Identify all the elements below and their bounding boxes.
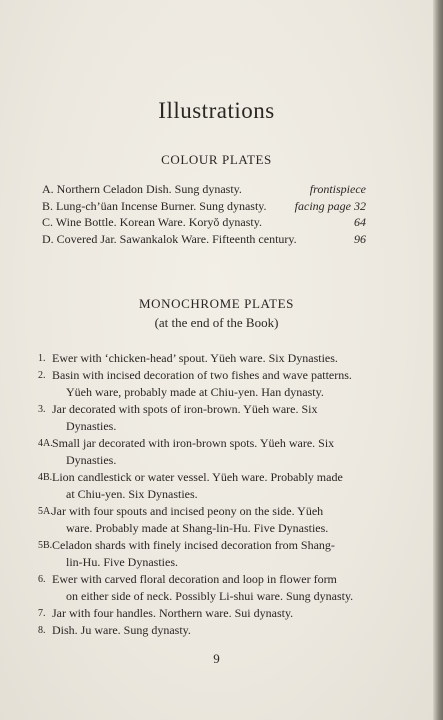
colour-plate-entry: [42, 231, 366, 248]
plate-caption: Lion candlestick or water vessel. Yüeh ware. Probably made: [52, 470, 343, 484]
colour-plate-entry: [42, 214, 366, 231]
plate-number: 6.: [38, 574, 46, 585]
plate-caption: Ewer with carved floral decoration and loop in flower form: [52, 572, 337, 586]
plate-number: 5B.: [38, 540, 53, 551]
plate-caption: Ewer with ‘chicken-head’ spout. Yüeh ware. Six Dynasties.: [52, 351, 338, 365]
page-title: Illustrations: [158, 98, 275, 123]
plate-number: 3.: [38, 404, 46, 415]
monochrome-plate-entry: [38, 622, 368, 639]
plate-caption: Jar with four handles. Northern ware. Sui dynasty.: [52, 606, 294, 620]
colour-plate-title: C. Wine Bottle. Korean Ware. Koryŏ dynasty.: [42, 215, 262, 229]
plate-caption: Basin with incised decoration of two fishes and wave patterns.: [52, 368, 352, 382]
monochrome-plate-entry: [38, 571, 368, 605]
colour-plate-page: 96: [354, 231, 366, 246]
monochrome-plates-subheading: (at the end of the Book): [154, 315, 279, 330]
plate-caption-continued: Dynasties.: [66, 453, 117, 467]
plate-caption-continued: ware. Probably made at Shang-lin-Hu. Five Dynasties.: [66, 521, 329, 535]
book-fore-edge: [433, 0, 443, 720]
monochrome-plate-entry: [38, 367, 368, 401]
plate-number: 4B.: [38, 472, 53, 483]
monochrome-plate-entry: [38, 350, 368, 367]
colour-plate-page: facing page 32: [294, 198, 366, 213]
colour-plate-page: 64: [354, 215, 366, 229]
page-number: 9: [213, 651, 220, 666]
plate-caption: Jar decorated with spots of iron-brown. Yüeh ware. Six: [52, 402, 318, 416]
plate-number: 1.: [38, 353, 46, 364]
colour-plate-title: D. Covered Jar. Sawankalok Ware. Fifteenth century.: [42, 231, 297, 246]
monochrome-plates-list: [38, 350, 368, 639]
plate-caption: Small jar decorated with iron-brown spots. Yüeh ware. Six: [52, 436, 335, 450]
plate-number: 7.: [38, 608, 46, 619]
plate-number: 4A.: [38, 438, 53, 449]
colour-plate-entry: [42, 198, 366, 215]
monochrome-plate-entry: [38, 401, 368, 435]
plate-caption-continued: on either side of neck. Possibly Li-shui ware. Sung dynasty.: [66, 589, 354, 603]
colour-plate-title: B. Lung-ch’üan Incense Burner. Sung dynasty.: [42, 198, 267, 213]
monochrome-plate-entry: [38, 537, 368, 571]
monochrome-plate-entry: [38, 605, 368, 622]
plate-caption: Jar with four spouts and incised peony on the side. Yüeh: [52, 504, 324, 518]
colour-plate-title: A. Northern Celadon Dish. Sung dynasty.: [42, 182, 242, 196]
colour-plate-entry: [42, 181, 366, 198]
plate-number: 5A.: [38, 506, 53, 517]
monochrome-plate-entry: [38, 435, 368, 469]
monochrome-plate-entry: [38, 469, 368, 503]
plate-caption: Celadon shards with finely incised decoration from Shang-: [52, 538, 335, 552]
colour-plates-list: [42, 181, 366, 247]
plate-number: 2.: [38, 370, 46, 381]
monochrome-plate-entry: [38, 503, 368, 537]
plate-number: 8.: [38, 625, 46, 636]
plate-caption-continued: lin-Hu. Five Dynasties.: [66, 555, 178, 569]
plate-caption-continued: at Chiu-yen. Six Dynasties.: [66, 487, 198, 501]
colour-plate-page: frontispiece: [309, 182, 366, 196]
colour-plates-heading: COLOUR PLATES: [161, 152, 272, 167]
plate-caption: Dish. Ju ware. Sung dynasty.: [52, 623, 191, 637]
plate-caption-continued: Yüeh ware, probably made at Chiu-yen. Han dynasty.: [66, 385, 324, 399]
plate-caption-continued: Dynasties.: [66, 419, 117, 433]
monochrome-plates-heading: MONOCHROME PLATES: [138, 296, 295, 311]
